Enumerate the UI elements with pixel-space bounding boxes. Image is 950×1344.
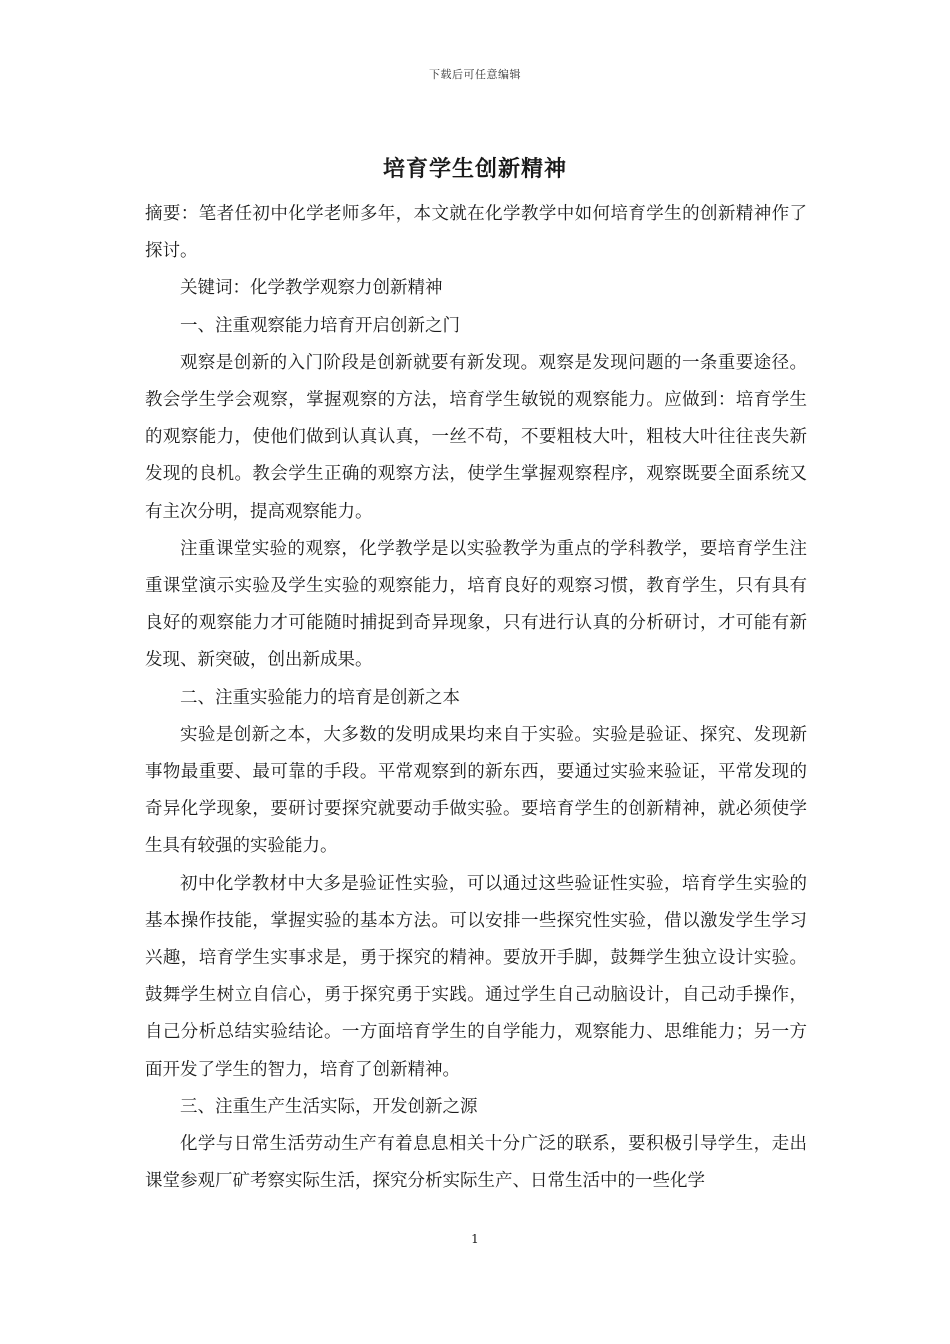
document-title: 培育学生创新精神 <box>382 156 567 182</box>
body-paragraph: 实验是创新之本，大多数的发明成果均来自于实验。实验是验证、探究、发现新事物最重要、最可靠的手段。平常观察到的新东西，要通过实验来验证，平常发现的奇异化学现象，要研讨要探究就要动手做实验。要培育学生的创新精神，就必须使学生具有较强的实验能力。 <box>145 724 807 857</box>
body-paragraph: 初中化学教材中大多是验证性实验，可以通过这些验证性实验，培育学生实验的基本操作技能，掌握实验的基本方法。可以安排一些探究性实验，借以激发学生学习兴趣，培育学生实事求是，勇于探究的精神。要放开手脚，鼓舞学生独立设计实验。鼓舞学生树立自信心，勇于探究勇于实践。通过学生自己动脑设计，自己动手操作，自己分析总结实验结论。一方面培育学生的自学能力，观察能力、思维能力；另一方面开发了学生的智力，培育了创新精神。 <box>145 873 807 1080</box>
body-paragraph: 注重课堂实验的观察，化学教学是以实验教学为重点的学科教学，要培育学生注重课堂演示实验及学生实验的观察能力，培育良好的观察习惯，教育学生，只有具有良好的观察能力才可能随时捕捉到奇异现象，只有进行认真的分析研讨，才可能有新发现、新突破，创出新成果。 <box>145 538 807 671</box>
keywords-paragraph: 关键词：化学教学观察力创新精神 <box>180 278 443 299</box>
document-body <box>145 196 807 1200</box>
body-paragraph: 化学与日常生活劳动生产有着息息相关十分广泛的联系，要积极引导学生，走出课堂参观厂矿考察实际生活，探究分析实际生产、日常生活中的一些化学 <box>145 1134 807 1192</box>
page-number: 1 <box>471 1232 479 1246</box>
section-heading-3: 三、注重生产生活实际，开发创新之源 <box>180 1096 478 1117</box>
body-paragraph: 观察是创新的入门阶段是创新就要有新发现。观察是发现问题的一条重要途径。教会学生学会观察，掌握观察的方法，培育学生敏锐的观察能力。应做到：培育学生的观察能力，使他们做到认真认真，一丝不苟，不要粗枝大叶，粗枝大叶往往丧失新发现的良机。教会学生正确的观察方法，使学生掌握观察程序，观察既要全面系统又有主次分明，提高观察能力。 <box>145 352 807 522</box>
header-note: 下载后可任意编辑 <box>429 68 521 81</box>
section-heading-1: 一、注重观察能力培育开启创新之门 <box>180 315 460 336</box>
section-heading-2: 二、注重实验能力的培育是创新之本 <box>180 687 460 708</box>
abstract-paragraph: 摘要：笔者任初中化学老师多年，本文就在化学教学中如何培育学生的创新精神作了探讨。 <box>145 204 807 262</box>
